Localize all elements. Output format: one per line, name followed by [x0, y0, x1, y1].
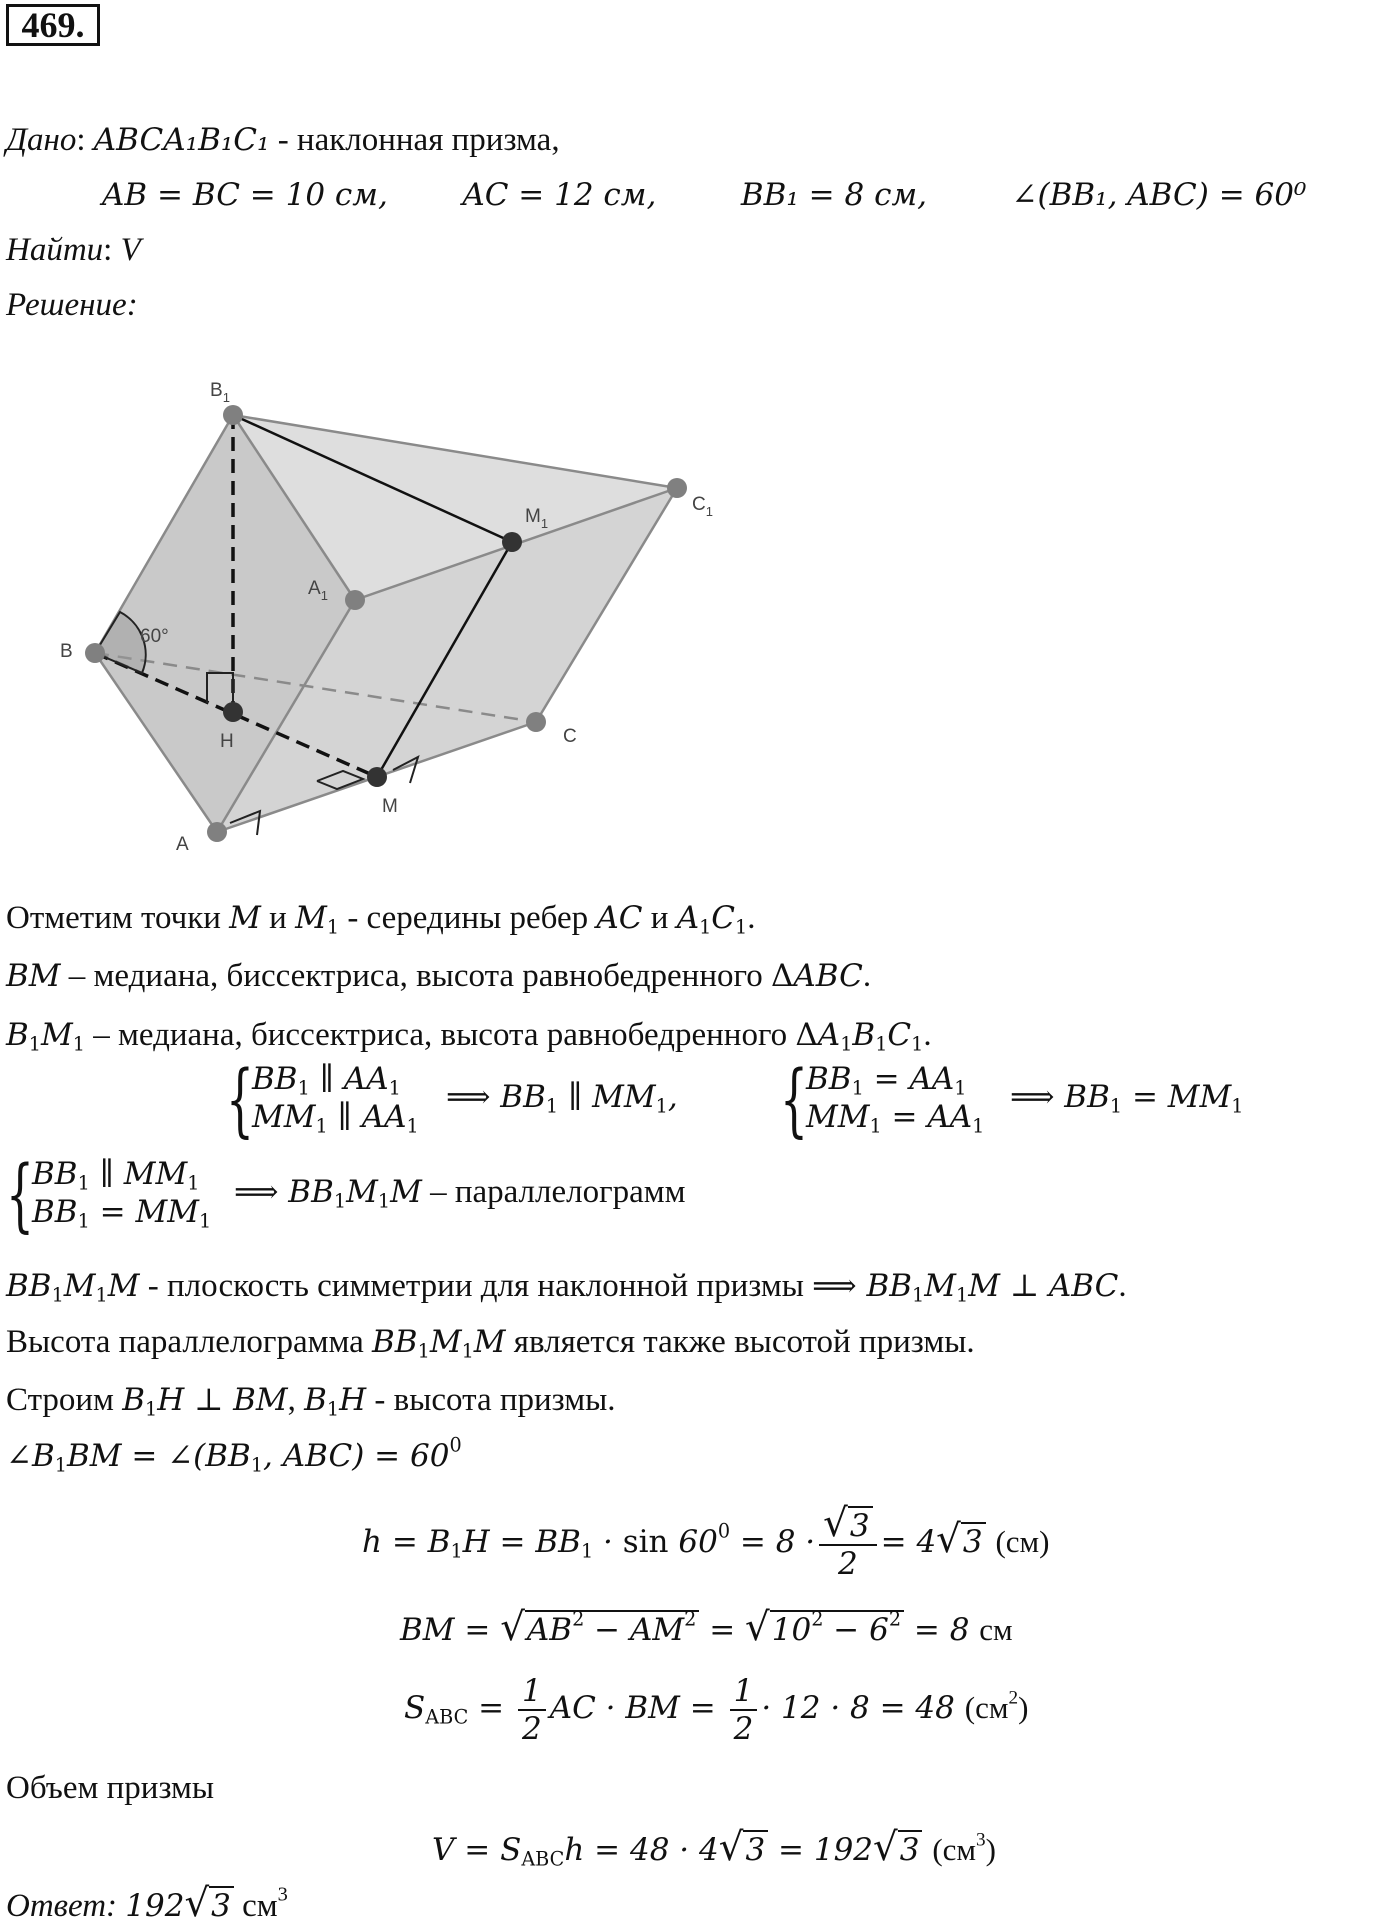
- label-b1: $B_1$: [210, 380, 230, 405]
- solution-line-1: Отметим точки M и $M_1$ - середины ребер AC и $A_1C_1$.: [6, 900, 756, 939]
- solution-line-angle: $\angle B_1BM$ = $\angle(BB_1$, $ABC) = 60^0$: [6, 1433, 462, 1477]
- solution-line-height: Высота параллелограмма $BB_1M_1M$ является также высотой призмы.: [6, 1324, 975, 1363]
- solution-line-build: Строим $B_1H$ ⊥ BM, $B_1H$ - высота призмы.: [6, 1382, 616, 1421]
- given-ac: AC = 12 см,: [462, 177, 657, 213]
- system-parallel: { $BB_1$ ∥ $AA_1$ $MM_1$ ∥ $AA_1$ ⟹ $BB_1$ ∥ $MM_1$,: [226, 1053, 678, 1146]
- prism-figure: [60, 370, 740, 850]
- answer-line: Ответ: 192√3 $см^3$: [6, 1881, 288, 1926]
- point-b1: [223, 405, 243, 425]
- point-c: [526, 712, 546, 732]
- point-a1: [345, 590, 365, 610]
- formula-h: $h = B_1H = BB_1 \cdot \sin 60^0 = 8$ · $\frac{√3}{2}$ = 4√3 (см): [362, 1500, 1050, 1582]
- given-prism: ABCA₁B₁C₁: [93, 122, 270, 158]
- solution-line-3: $B_1M_1$ – медиана, биссектриса, высота равнобедренного $\Delta A_1B_1C_1$.: [6, 1017, 932, 1056]
- find-value: V: [120, 232, 141, 268]
- label-c: C: [563, 726, 577, 747]
- given-bb1: BB₁ = 8 см,: [740, 177, 928, 213]
- solution-line-2: BM – медиана, биссектриса, высота равнобедренного ΔABC.: [6, 958, 872, 994]
- point-m: [367, 767, 387, 787]
- point-h: [223, 702, 243, 722]
- point-c1: [667, 478, 687, 498]
- find-label: Найти: [6, 232, 104, 268]
- label-a: A: [176, 834, 189, 850]
- system-parallelogram: { $BB_1$ ∥ $MM_1$ $BB_1 = MM_1$ ⟹ $BB_1M_1M$ – параллелограмм: [6, 1148, 686, 1241]
- label-b: B: [60, 641, 73, 662]
- label-m1: $M_1$: [525, 506, 549, 531]
- formula-s: $S_{ABC}$ = $\frac{1}{2}$ AC · BM = $\frac{1}{2}$ · 12 · 8 = 48 $(см^2)$: [404, 1672, 1029, 1747]
- given-label: Дано: [6, 122, 77, 158]
- given-line: Дано: ABCA₁B₁C₁ - наклонная призма,: [6, 122, 560, 158]
- solution-label-line: Решение:: [6, 287, 138, 323]
- given-angle: ∠(BB₁, ABC) = 60⁰: [1011, 177, 1307, 213]
- given-values: [102, 175, 1306, 215]
- formula-bm: BM = $√AB^2 - AM^2 = √10^2 - 6^2 = 8$ см: [400, 1605, 1013, 1650]
- formula-v: $V = S_{ABC}h = 48 \cdot 4√3 = 192√3$ $(см^3)$: [432, 1825, 996, 1871]
- label-m: M: [382, 796, 398, 817]
- label-h: H: [220, 731, 234, 752]
- problem-number: 469.: [6, 4, 100, 46]
- point-b: [85, 643, 105, 663]
- point-m1: [502, 532, 522, 552]
- find-line: Найти: V: [6, 232, 141, 268]
- system-equal: { $BB_1 = AA_1$ $MM_1 = AA_1$ ⟹ $BB_1 = MM_1$: [780, 1053, 1244, 1146]
- label-a1: $A_1$: [308, 578, 328, 603]
- volume-label: Объем призмы: [6, 1770, 215, 1806]
- solution-line-plane: $BB_1M_1M$ - плоскость симметрии для наклонной призмы ⟹ $BB_1M_1M$ ⊥ ABC.: [6, 1268, 1127, 1307]
- point-a: [207, 822, 227, 842]
- given-ab-bc: AB = BC = 10 см,: [102, 177, 388, 213]
- label-angle: 60°: [140, 626, 169, 647]
- label-c1: $C_1$: [692, 494, 713, 519]
- solution-label: Решение: [6, 287, 127, 323]
- answer-label: Ответ:: [6, 1888, 118, 1924]
- given-prism-desc: - наклонная призма,: [269, 122, 560, 158]
